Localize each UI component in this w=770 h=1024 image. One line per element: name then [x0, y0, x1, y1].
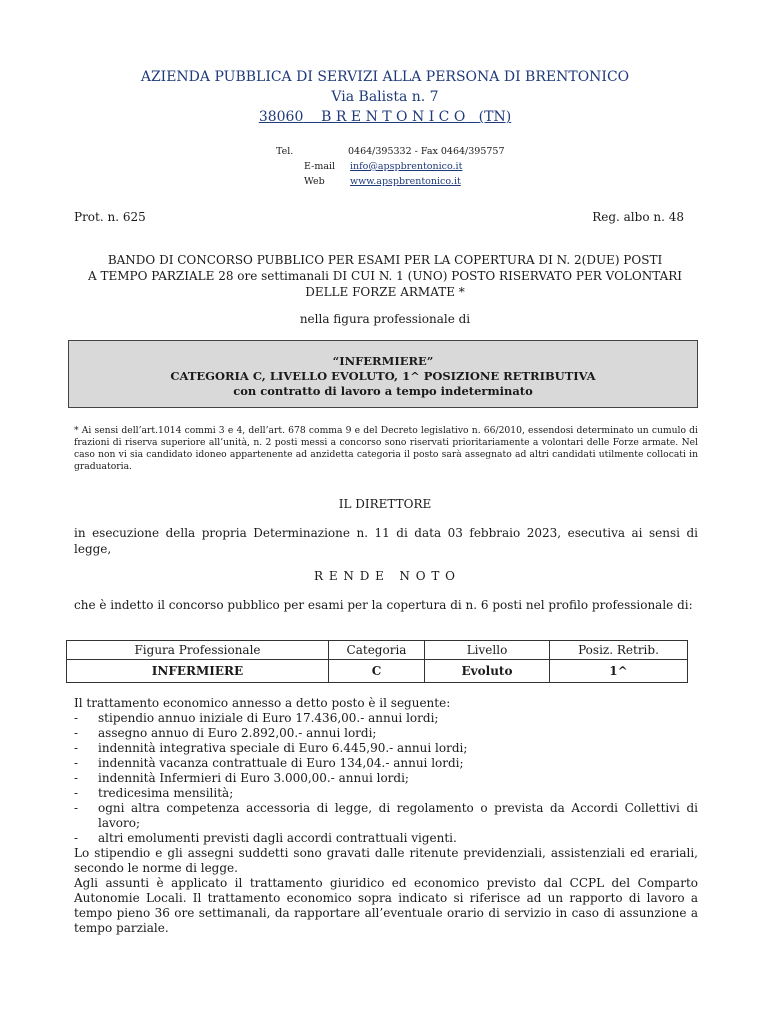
email-row [276, 159, 505, 174]
cell-posiz: 1^ [550, 660, 688, 683]
list-item: - indennità Infermieri di Euro 3.000,00.- annui lordi; [74, 771, 409, 785]
tel-value: 0464/395332 - Fax 0464/395757 [348, 146, 505, 157]
director-heading: IL DIRETTORE [338, 497, 432, 511]
list-item: - stipendio annuo iniziale di Euro 17.436,00.- annui lordi; [74, 711, 439, 725]
list-item: - altri emolumenti previsti dagli accordi contrattuali vigenti. [74, 831, 457, 845]
bando-line-2: A TEMPO PARZIALE 28 ore settimanali DI CUI N. 1 (UNO) POSTO RISERVATO PER VOLONTARI [87, 269, 683, 283]
bando-line-3: DELLE FORZE ARMATE * [305, 285, 465, 299]
legal-treatment-paragraph: Agli assunti è applicato il trattamento giuridico ed economico previsto dal CCPL del Comparto Autonomie Locali. Il trattamento economico sopra indicato si riferisce ad un rapporto di lavoro a tempo pieno 36 ore settimanali, da rapportare all’eventuale orario di servizio in caso di assunzione a tempo parziale. [74, 876, 698, 935]
treatment-intro: Il trattamento economico annesso a detto posto è il seguente: [74, 696, 451, 710]
reserve-footnote: * Ai sensi dell’art.1014 commi 3 e 4, dell’art. 678 comma 9 e del Decreto legislativo n. 66/2010, essendosi determinato un cumulo di frazioni di riserva superiore all’unità, n. 2 posti messi a concorso sono riservati prioritariamente a volontari delle Forze armate. Nel caso non vi sia candidato idoneo appartenente ad anzidetta categoria il posto sarà assegnato ad altri candidati utilmente collocati in graduatoria. [74, 425, 698, 472]
list-item: - indennità vacanza contrattuale di Euro 134,04.- annui lordi; [74, 756, 464, 770]
org-city-line [0, 109, 770, 125]
withholding-paragraph: Lo stipendio e gli assegni suddetti sono gravati dalle ritenute previdenziali, assistenziali ed erariali, secondo le norme di legge. [74, 846, 698, 875]
web-label: Web [304, 176, 325, 187]
province: (TN) [478, 109, 512, 125]
list-item: - assegno annuo di Euro 2.892,00.- annui lordi; [74, 726, 377, 740]
rende-noto-heading: R E N D E N O T O [314, 569, 456, 583]
cell-figura: INFERMIERE [67, 660, 329, 683]
list-item: - ogni altra competenza accessoria di legge, di regolamento o prevista da Accordi Collettivi di lavoro; [74, 801, 698, 830]
header-categoria: Categoria [329, 641, 425, 660]
header-posiz: Posiz. Retrib. [550, 641, 688, 660]
tel-row [276, 144, 505, 159]
bando-title [0, 252, 770, 300]
org-name: AZIENDA PUBBLICA DI SERVIZI ALLA PERSONA DI BRENTONICO [140, 69, 630, 85]
cell-livello: Evoluto [425, 660, 550, 683]
table-header-row [67, 641, 688, 660]
contact-block [276, 144, 505, 189]
table-row [67, 660, 688, 683]
postal-code: 38060 [258, 109, 304, 125]
positions-table [66, 640, 688, 683]
email-label: E-mail [304, 161, 336, 172]
header-livello: Livello [425, 641, 550, 660]
city: B R E N T O N I C O [321, 109, 466, 125]
position-name: “INFERMIERE” [332, 354, 434, 368]
figura-intro: nella figura professionale di [299, 312, 471, 326]
position-contract: con contratto di lavoro a tempo indeterminato [233, 384, 533, 398]
position-box [68, 340, 698, 408]
list-item: - indennità integrativa speciale di Euro 6.445,90.- annui lordi; [74, 741, 468, 755]
org-address: Via Balista n. 7 [331, 89, 439, 105]
cell-categoria: C [329, 660, 425, 683]
list-item: - tredicesima mensilità; [74, 786, 234, 800]
header-figura: Figura Professionale [67, 641, 329, 660]
web-link[interactable]: www.apspbrentonico.it [350, 176, 461, 187]
position-category: CATEGORIA C, LIVELLO EVOLUTO, 1^ POSIZIONE RETRIBUTIVA [170, 369, 596, 383]
treatment-section [74, 696, 698, 936]
bando-line-1: BANDO DI CONCORSO PUBBLICO PER ESAMI PER LA COPERTURA DI N. 2(DUE) POSTI [107, 253, 663, 267]
albo-number: Reg. albo n. 48 [592, 210, 684, 224]
email-link[interactable]: info@apspbrentonico.it [350, 161, 463, 172]
web-row [276, 174, 505, 189]
execution-paragraph: in esecuzione della propria Determinazione n. 11 di data 03 febbraio 2023, esecutiva ai sensi di legge, [74, 526, 698, 556]
indetto-paragraph: che è indetto il concorso pubblico per esami per la copertura di n. 6 posti nel profilo professionale di: [74, 598, 693, 612]
prot-number: Prot. n. 625 [74, 210, 146, 224]
tel-label: Tel. [276, 146, 294, 157]
